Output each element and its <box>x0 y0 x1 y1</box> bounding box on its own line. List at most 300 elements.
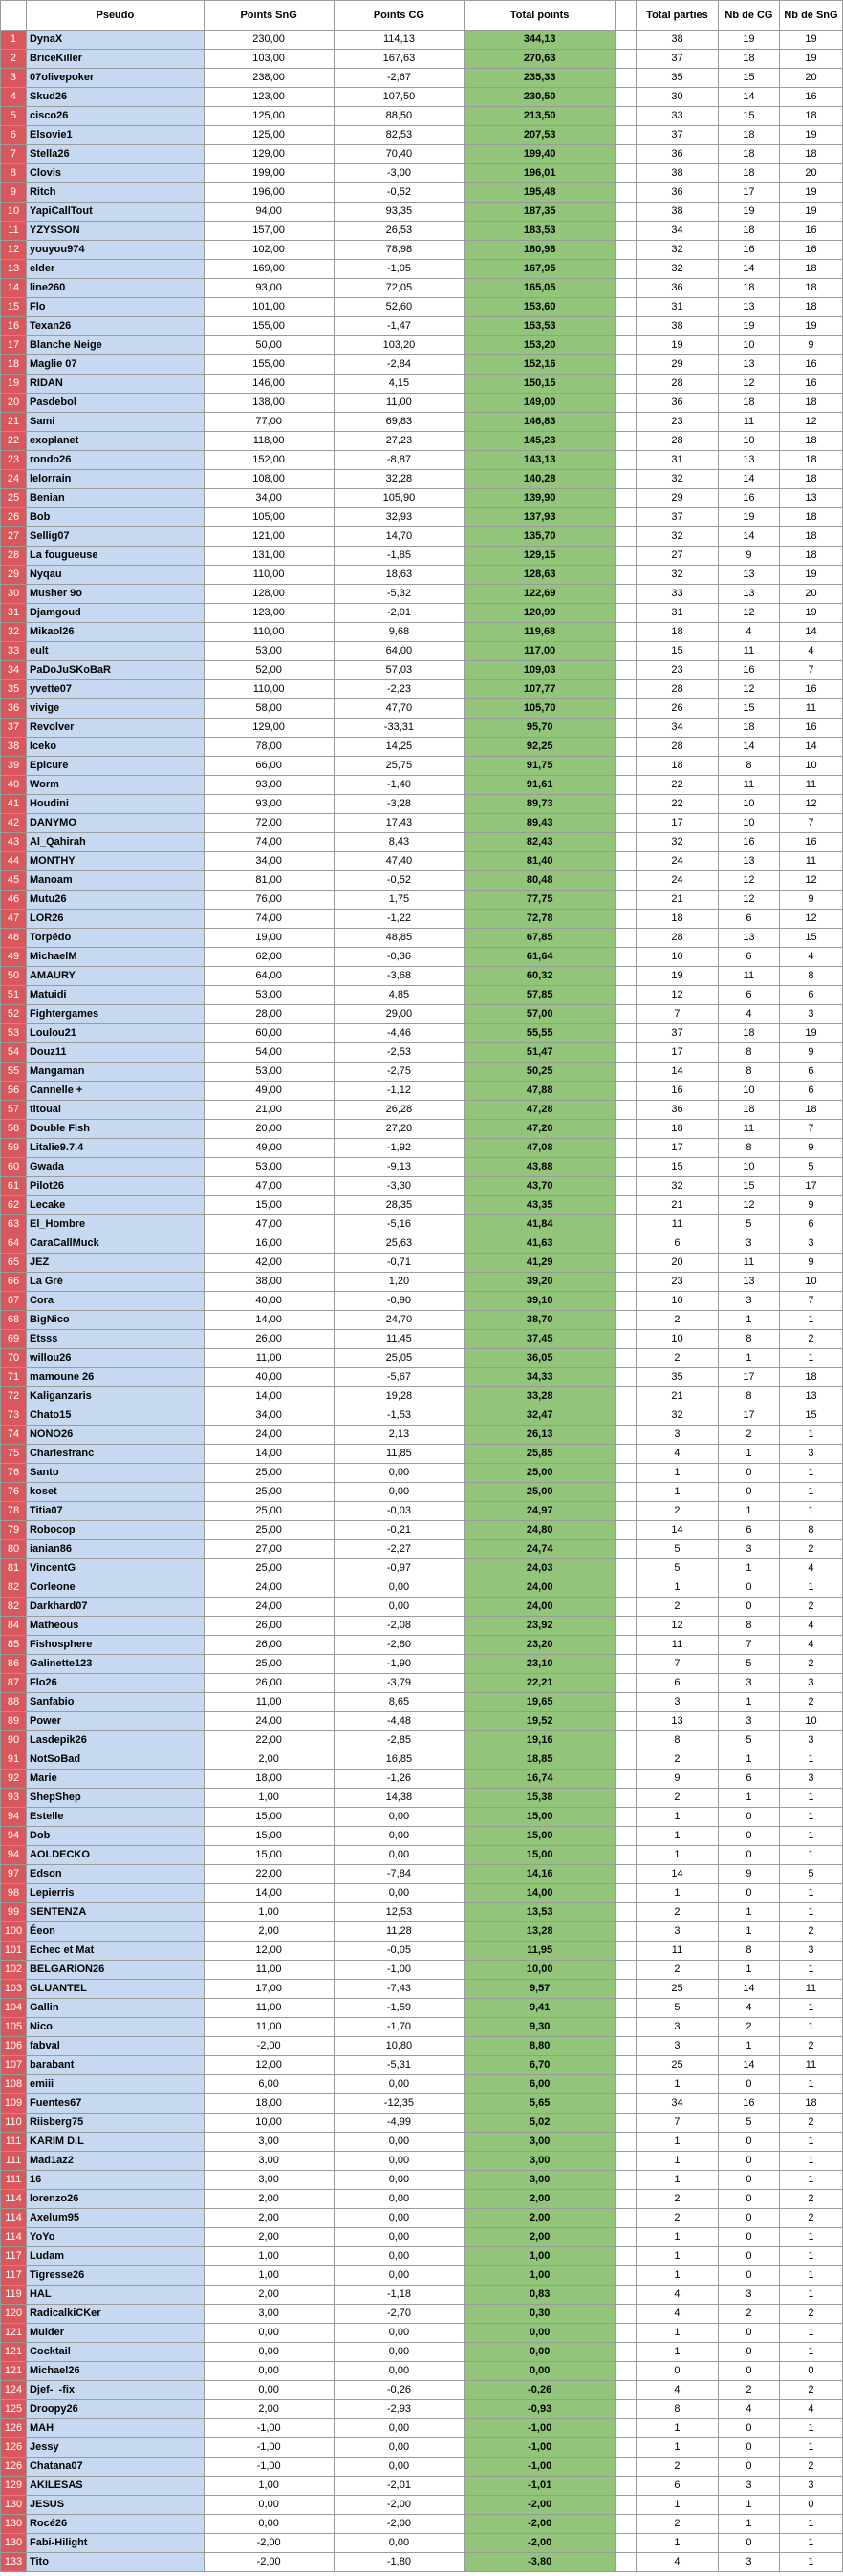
pseudo-cell: Riisberg75 <box>26 2114 204 2133</box>
rank-cell: 39 <box>1 757 27 776</box>
nb-sng-cell: 18 <box>779 260 842 279</box>
points-sng-cell: 50,00 <box>204 336 334 355</box>
nb-sng-cell: 16 <box>779 222 842 241</box>
points-cg-cell: 1,20 <box>334 1273 465 1292</box>
pseudo-cell: Darkhard07 <box>26 1598 204 1617</box>
total-points-cell: 14,00 <box>465 1884 616 1903</box>
total-points-cell: 15,38 <box>465 1789 616 1808</box>
pseudo-cell: youyou974 <box>26 241 204 260</box>
nb-sng-cell: 19 <box>779 1024 842 1043</box>
points-cg-cell: 8,43 <box>334 833 465 852</box>
points-sng-cell: 53,00 <box>204 1063 334 1082</box>
pseudo-cell: Pilot26 <box>26 1177 204 1196</box>
table-row <box>1 1961 843 1980</box>
column-gap <box>616 107 637 126</box>
rank-cell: 22 <box>1 432 27 451</box>
total-parties-cell: 32 <box>637 470 719 489</box>
pseudo-cell: Litalie9.7.4 <box>26 1139 204 1158</box>
pseudo-cell: DynaX <box>26 31 204 50</box>
total-parties-cell: 34 <box>637 222 719 241</box>
points-cg-cell: -2,01 <box>334 2477 465 2496</box>
nb-sng-cell: 12 <box>779 871 842 891</box>
table-row <box>1 2114 843 2133</box>
nb-sng-cell: 18 <box>779 298 842 317</box>
nb-sng-cell: 1 <box>779 1750 842 1770</box>
total-points-cell: 235,33 <box>465 69 616 88</box>
nb-sng-cell: 15 <box>779 1406 842 1426</box>
column-gap <box>616 1922 637 1942</box>
rank-cell: 47 <box>1 910 27 929</box>
rank-cell: 102 <box>1 1961 27 1980</box>
nb-sng-cell: 2 <box>779 2305 842 2324</box>
nb-cg-cell: 6 <box>718 1521 779 1540</box>
total-parties-cell: 1 <box>637 1483 719 1502</box>
pseudo-cell: MAH <box>26 2419 204 2438</box>
rank-cell: 68 <box>1 1311 27 1330</box>
nb-sng-cell: 19 <box>779 50 842 69</box>
total-parties-cell: 36 <box>637 145 719 164</box>
total-parties-cell: 20 <box>637 1254 719 1273</box>
points-sng-cell: 34,00 <box>204 1406 334 1426</box>
table-row <box>1 967 843 986</box>
total-parties-cell: 2 <box>637 1311 719 1330</box>
table-row <box>1 2286 843 2305</box>
pseudo-cell: Djamgoud <box>26 604 204 623</box>
table-row <box>1 2018 843 2037</box>
nb-sng-cell: 6 <box>779 1082 842 1101</box>
table-row <box>1 241 843 260</box>
points-sng-cell: 2,00 <box>204 2228 334 2247</box>
points-cg-cell: -1,26 <box>334 1770 465 1789</box>
nb-cg-cell: 1 <box>718 1750 779 1770</box>
total-points-cell: 24,80 <box>465 1521 616 1540</box>
total-parties-cell: 36 <box>637 394 719 413</box>
pseudo-cell: Manoam <box>26 871 204 891</box>
nb-sng-cell: 18 <box>779 1101 842 1120</box>
points-cg-cell: -4,48 <box>334 1712 465 1731</box>
column-gap <box>616 126 637 145</box>
column-gap <box>616 2362 637 2381</box>
column-gap <box>616 948 637 967</box>
rank-cell: 37 <box>1 719 27 738</box>
rank-cell: 35 <box>1 680 27 699</box>
rank-cell: 5 <box>1 107 27 126</box>
nb-sng-cell: 3 <box>779 1731 842 1750</box>
total-parties-cell: 2 <box>637 1750 719 1770</box>
total-parties-cell: 18 <box>637 1120 719 1139</box>
column-gap <box>616 1082 637 1101</box>
nb-cg-cell: 11 <box>718 1120 779 1139</box>
points-cg-cell: 0,00 <box>334 2266 465 2286</box>
nb-cg-cell: 10 <box>718 336 779 355</box>
total-parties-cell: 5 <box>637 1559 719 1578</box>
points-sng-cell: 0,00 <box>204 2362 334 2381</box>
points-sng-cell: 138,00 <box>204 394 334 413</box>
points-cg-cell: 10,80 <box>334 2037 465 2056</box>
column-gap <box>616 375 637 394</box>
table-row <box>1 1559 843 1578</box>
nb-sng-cell: 1 <box>779 1349 842 1368</box>
nb-sng-cell: 1 <box>779 1789 842 1808</box>
nb-sng-cell: 13 <box>779 1387 842 1406</box>
total-points-cell: 23,10 <box>465 1655 616 1674</box>
points-cg-cell: 69,83 <box>334 413 465 432</box>
nb-sng-cell: 12 <box>779 795 842 814</box>
points-sng-cell: 54,00 <box>204 1043 334 1063</box>
nb-cg-cell: 9 <box>718 1865 779 1884</box>
rank-cell: 53 <box>1 1024 27 1043</box>
total-parties-cell: 28 <box>637 929 719 948</box>
nb-sng-cell: 7 <box>779 814 842 833</box>
nb-cg-cell: 13 <box>718 585 779 604</box>
nb-cg-cell: 2 <box>718 2018 779 2037</box>
points-sng-cell: 125,00 <box>204 126 334 145</box>
total-points-cell: 57,85 <box>465 986 616 1005</box>
pseudo-cell: Loulou21 <box>26 1024 204 1043</box>
pseudo-cell: Revolver <box>26 719 204 738</box>
rank-cell: 100 <box>1 1922 27 1942</box>
pseudo-cell: Lecake <box>26 1196 204 1215</box>
total-points-cell: 24,74 <box>465 1540 616 1559</box>
nb-cg-cell: 7 <box>718 1636 779 1655</box>
total-parties-cell: 4 <box>637 2286 719 2305</box>
column-gap <box>616 2152 637 2171</box>
nb-sng-cell: 18 <box>779 470 842 489</box>
total-parties-cell: 27 <box>637 547 719 566</box>
points-sng-cell: 1,00 <box>204 1789 334 1808</box>
points-cg-cell: -3,00 <box>334 164 465 183</box>
nb-sng-cell: 1 <box>779 2343 842 2362</box>
points-sng-cell: 169,00 <box>204 260 334 279</box>
points-cg-cell: 72,05 <box>334 279 465 298</box>
nb-sng-cell: 9 <box>779 1254 842 1273</box>
total-parties-cell: 32 <box>637 566 719 585</box>
column-gap <box>616 2190 637 2209</box>
total-parties-cell: 34 <box>637 2094 719 2114</box>
column-gap <box>616 1750 637 1770</box>
pseudo-cell: Torpédo <box>26 929 204 948</box>
nb-cg-cell: 3 <box>718 1674 779 1693</box>
nb-sng-cell: 1 <box>779 2228 842 2247</box>
total-parties-cell: 1 <box>637 1827 719 1846</box>
pseudo-cell: Flo_ <box>26 298 204 317</box>
table-row <box>1 203 843 222</box>
column-gap <box>616 1273 637 1292</box>
nb-sng-cell: 1 <box>779 2438 842 2458</box>
pseudo-cell: RIDAN <box>26 375 204 394</box>
rank-cell: 109 <box>1 2094 27 2114</box>
table-row <box>1 699 843 719</box>
rank-cell: 78 <box>1 1502 27 1521</box>
nb-sng-cell: 3 <box>779 1445 842 1464</box>
nb-sng-cell: 14 <box>779 738 842 757</box>
column-gap <box>616 1063 637 1082</box>
points-sng-cell: 155,00 <box>204 317 334 336</box>
total-parties-cell: 14 <box>637 1063 719 1082</box>
rank-cell: 98 <box>1 1884 27 1903</box>
points-sng-cell: 58,00 <box>204 699 334 719</box>
nb-sng-cell: 16 <box>779 375 842 394</box>
pseudo-cell: rondo26 <box>26 451 204 470</box>
rank-cell: 25 <box>1 489 27 508</box>
rank-cell: 73 <box>1 1406 27 1426</box>
table-row <box>1 1120 843 1139</box>
column-gap <box>616 1942 637 1961</box>
points-sng-cell: 121,00 <box>204 527 334 547</box>
nb-cg-cell: 15 <box>718 699 779 719</box>
table-row <box>1 1865 843 1884</box>
column-gap <box>616 1693 637 1712</box>
table-row <box>1 1922 843 1942</box>
nb-cg-cell: 10 <box>718 1082 779 1101</box>
rank-cell: 9 <box>1 183 27 203</box>
table-row <box>1 88 843 107</box>
table-row <box>1 489 843 508</box>
nb-cg-cell: 1 <box>718 1922 779 1942</box>
rank-cell: 92 <box>1 1770 27 1789</box>
column-gap <box>616 2553 637 2572</box>
points-sng-cell: 93,00 <box>204 795 334 814</box>
points-cg-cell: 19,28 <box>334 1387 465 1406</box>
total-points-cell: 2,00 <box>465 2190 616 2209</box>
column-gap <box>616 2458 637 2477</box>
total-parties-cell: 34 <box>637 719 719 738</box>
points-sng-cell: -2,00 <box>204 2553 334 2572</box>
nb-sng-cell: 19 <box>779 566 842 585</box>
table-row <box>1 1521 843 1540</box>
column-gap <box>616 470 637 489</box>
points-cg-cell: -0,71 <box>334 1254 465 1273</box>
pseudo-cell: Etsss <box>26 1330 204 1349</box>
table-row <box>1 413 843 432</box>
table-row <box>1 1808 843 1827</box>
points-sng-cell: 25,00 <box>204 1655 334 1674</box>
table-row <box>1 1942 843 1961</box>
column-gap <box>616 719 637 738</box>
column-gap <box>616 1387 637 1406</box>
points-sng-cell: 6,00 <box>204 2075 334 2094</box>
table-row <box>1 1101 843 1120</box>
rank-cell: 50 <box>1 967 27 986</box>
nb-sng-cell: 19 <box>779 126 842 145</box>
table-row <box>1 1196 843 1215</box>
nb-sng-cell: 11 <box>779 852 842 871</box>
points-cg-cell: 78,98 <box>334 241 465 260</box>
total-parties-cell: 3 <box>637 1693 719 1712</box>
column-gap <box>616 2018 637 2037</box>
pseudo-cell: JEZ <box>26 1254 204 1273</box>
pseudo-cell: Nyqau <box>26 566 204 585</box>
column-gap <box>616 2400 637 2419</box>
pseudo-cell: NONO26 <box>26 1426 204 1445</box>
nb-sng-cell: 13 <box>779 489 842 508</box>
points-cg-cell: -0,90 <box>334 1292 465 1311</box>
column-gap <box>616 1655 637 1674</box>
pseudo-cell: titoual <box>26 1101 204 1120</box>
rank-cell: 66 <box>1 1273 27 1292</box>
column-gap <box>616 2496 637 2515</box>
nb-cg-cell: 3 <box>718 1234 779 1254</box>
nb-sng-cell: 1 <box>779 2286 842 2305</box>
total-parties-cell: 28 <box>637 738 719 757</box>
nb-sng-cell: 0 <box>779 2496 842 2515</box>
total-points-cell: 149,00 <box>465 394 616 413</box>
pseudo-cell: Bob <box>26 508 204 527</box>
total-parties-cell: 8 <box>637 1731 719 1750</box>
total-points-cell: 81,40 <box>465 852 616 871</box>
nb-sng-cell: 20 <box>779 164 842 183</box>
total-parties-cell: 2 <box>637 2209 719 2228</box>
rank-cell: 126 <box>1 2438 27 2458</box>
total-points-cell: 67,85 <box>465 929 616 948</box>
points-cg-cell: 47,40 <box>334 852 465 871</box>
total-points-cell: 43,70 <box>465 1177 616 1196</box>
total-parties-cell: 28 <box>637 432 719 451</box>
total-points-cell: 213,50 <box>465 107 616 126</box>
column-gap <box>616 1349 637 1368</box>
nb-sng-cell: 10 <box>779 757 842 776</box>
column-gap <box>616 1024 637 1043</box>
points-cg-cell: -1,22 <box>334 910 465 929</box>
rank-cell: 121 <box>1 2362 27 2381</box>
total-parties-cell: 11 <box>637 1636 719 1655</box>
points-sng-cell: 14,00 <box>204 1311 334 1330</box>
total-points-cell: 19,52 <box>465 1712 616 1731</box>
total-parties-cell: 3 <box>637 1426 719 1445</box>
rank-cell: 49 <box>1 948 27 967</box>
points-cg-cell: 57,03 <box>334 661 465 680</box>
total-parties-cell: 13 <box>637 1712 719 1731</box>
total-points-cell: 152,16 <box>465 355 616 375</box>
rank-cell: 55 <box>1 1063 27 1082</box>
points-sng-cell: 14,00 <box>204 1445 334 1464</box>
table-row <box>1 1636 843 1655</box>
total-parties-cell: 7 <box>637 1005 719 1024</box>
total-points-cell: 120,99 <box>465 604 616 623</box>
pseudo-cell: Cocktail <box>26 2343 204 2362</box>
nb-cg-cell: 4 <box>718 623 779 642</box>
total-points-cell: 91,75 <box>465 757 616 776</box>
total-points-cell: 13,28 <box>465 1922 616 1942</box>
table-row <box>1 1139 843 1158</box>
points-sng-cell: 110,00 <box>204 623 334 642</box>
rank-cell: 111 <box>1 2152 27 2171</box>
table-row <box>1 1464 843 1483</box>
rank-cell: 85 <box>1 1636 27 1655</box>
table-row <box>1 547 843 566</box>
points-cg-cell: 0,00 <box>334 2362 465 2381</box>
column-gap <box>616 1445 637 1464</box>
nb-sng-cell: 3 <box>779 1005 842 1024</box>
points-sng-cell: 1,00 <box>204 2247 334 2266</box>
pseudo-cell: Echec et Mat <box>26 1942 204 1961</box>
table-row <box>1 1731 843 1750</box>
nb-cg-cell: 3 <box>718 2553 779 2572</box>
points-sng-cell: 25,00 <box>204 1559 334 1578</box>
points-cg-cell: 0,00 <box>334 1578 465 1598</box>
points-cg-cell: 26,28 <box>334 1101 465 1120</box>
nb-sng-cell: 20 <box>779 69 842 88</box>
nb-cg-cell: 14 <box>718 88 779 107</box>
nb-cg-cell: 12 <box>718 375 779 394</box>
nb-cg-cell: 18 <box>718 164 779 183</box>
table-row <box>1 183 843 203</box>
rank-cell: 57 <box>1 1101 27 1120</box>
points-cg-cell: 0,00 <box>334 1598 465 1617</box>
nb-sng-cell: 11 <box>779 2056 842 2075</box>
rank-cell: 76 <box>1 1464 27 1483</box>
total-points-cell: 23,92 <box>465 1617 616 1636</box>
column-gap <box>616 1005 637 1024</box>
nb-cg-cell: 19 <box>718 508 779 527</box>
rank-cell: 14 <box>1 279 27 298</box>
points-sng-cell: 0,00 <box>204 2324 334 2343</box>
pseudo-cell: line260 <box>26 279 204 298</box>
pseudo-cell: Blanche Neige <box>26 336 204 355</box>
nb-sng-cell: 18 <box>779 451 842 470</box>
points-sng-cell: 21,00 <box>204 1101 334 1120</box>
total-points-cell: 18,85 <box>465 1750 616 1770</box>
rank-cell: 104 <box>1 1999 27 2018</box>
points-cg-cell: 12,53 <box>334 1903 465 1922</box>
rank-cell: 103 <box>1 1980 27 1999</box>
rank-cell: 24 <box>1 470 27 489</box>
points-cg-cell: -5,67 <box>334 1368 465 1387</box>
pseudo-cell: Skud26 <box>26 88 204 107</box>
pseudo-cell: Epicure <box>26 757 204 776</box>
rank-cell: 26 <box>1 508 27 527</box>
column-gap <box>616 1846 637 1865</box>
nb-cg-cell: 1 <box>718 1502 779 1521</box>
nb-cg-cell: 0 <box>718 1483 779 1502</box>
table-row <box>1 1292 843 1311</box>
total-parties-cell: 16 <box>637 1082 719 1101</box>
table-row <box>1 2458 843 2477</box>
total-points-cell: 145,23 <box>465 432 616 451</box>
rank-cell: 94 <box>1 1846 27 1865</box>
points-sng-cell: 72,00 <box>204 814 334 833</box>
points-sng-cell: 118,00 <box>204 432 334 451</box>
points-sng-cell: 19,00 <box>204 929 334 948</box>
points-sng-cell: 157,00 <box>204 222 334 241</box>
rank-cell: 117 <box>1 2266 27 2286</box>
total-parties-cell: 3 <box>637 2037 719 2056</box>
column-gap <box>616 1292 637 1311</box>
rank-cell: 119 <box>1 2286 27 2305</box>
pseudo-cell: AKILESAS <box>26 2477 204 2496</box>
pseudo-cell: Djef-_-fix <box>26 2381 204 2400</box>
rank-cell: 133 <box>1 2553 27 2572</box>
rank-cell: 34 <box>1 661 27 680</box>
column-gap <box>616 1903 637 1922</box>
total-points-cell: 38,70 <box>465 1311 616 1330</box>
total-parties-cell: 1 <box>637 2496 719 2515</box>
pseudo-cell: lorenzo26 <box>26 2190 204 2209</box>
points-sng-cell: 108,00 <box>204 470 334 489</box>
rank-cell: 101 <box>1 1942 27 1961</box>
points-cg-cell: 18,63 <box>334 566 465 585</box>
pseudo-cell: lelorrain <box>26 470 204 489</box>
column-gap <box>616 1961 637 1980</box>
nb-sng-cell: 1 <box>779 1903 842 1922</box>
nb-sng-header: Nb de SnG <box>779 1 842 31</box>
nb-cg-cell: 14 <box>718 470 779 489</box>
points-sng-cell: 25,00 <box>204 1502 334 1521</box>
nb-sng-cell: 2 <box>779 1540 842 1559</box>
rank-cell: 74 <box>1 1426 27 1445</box>
pseudo-cell: BigNico <box>26 1311 204 1330</box>
points-cg-cell: 14,70 <box>334 527 465 547</box>
